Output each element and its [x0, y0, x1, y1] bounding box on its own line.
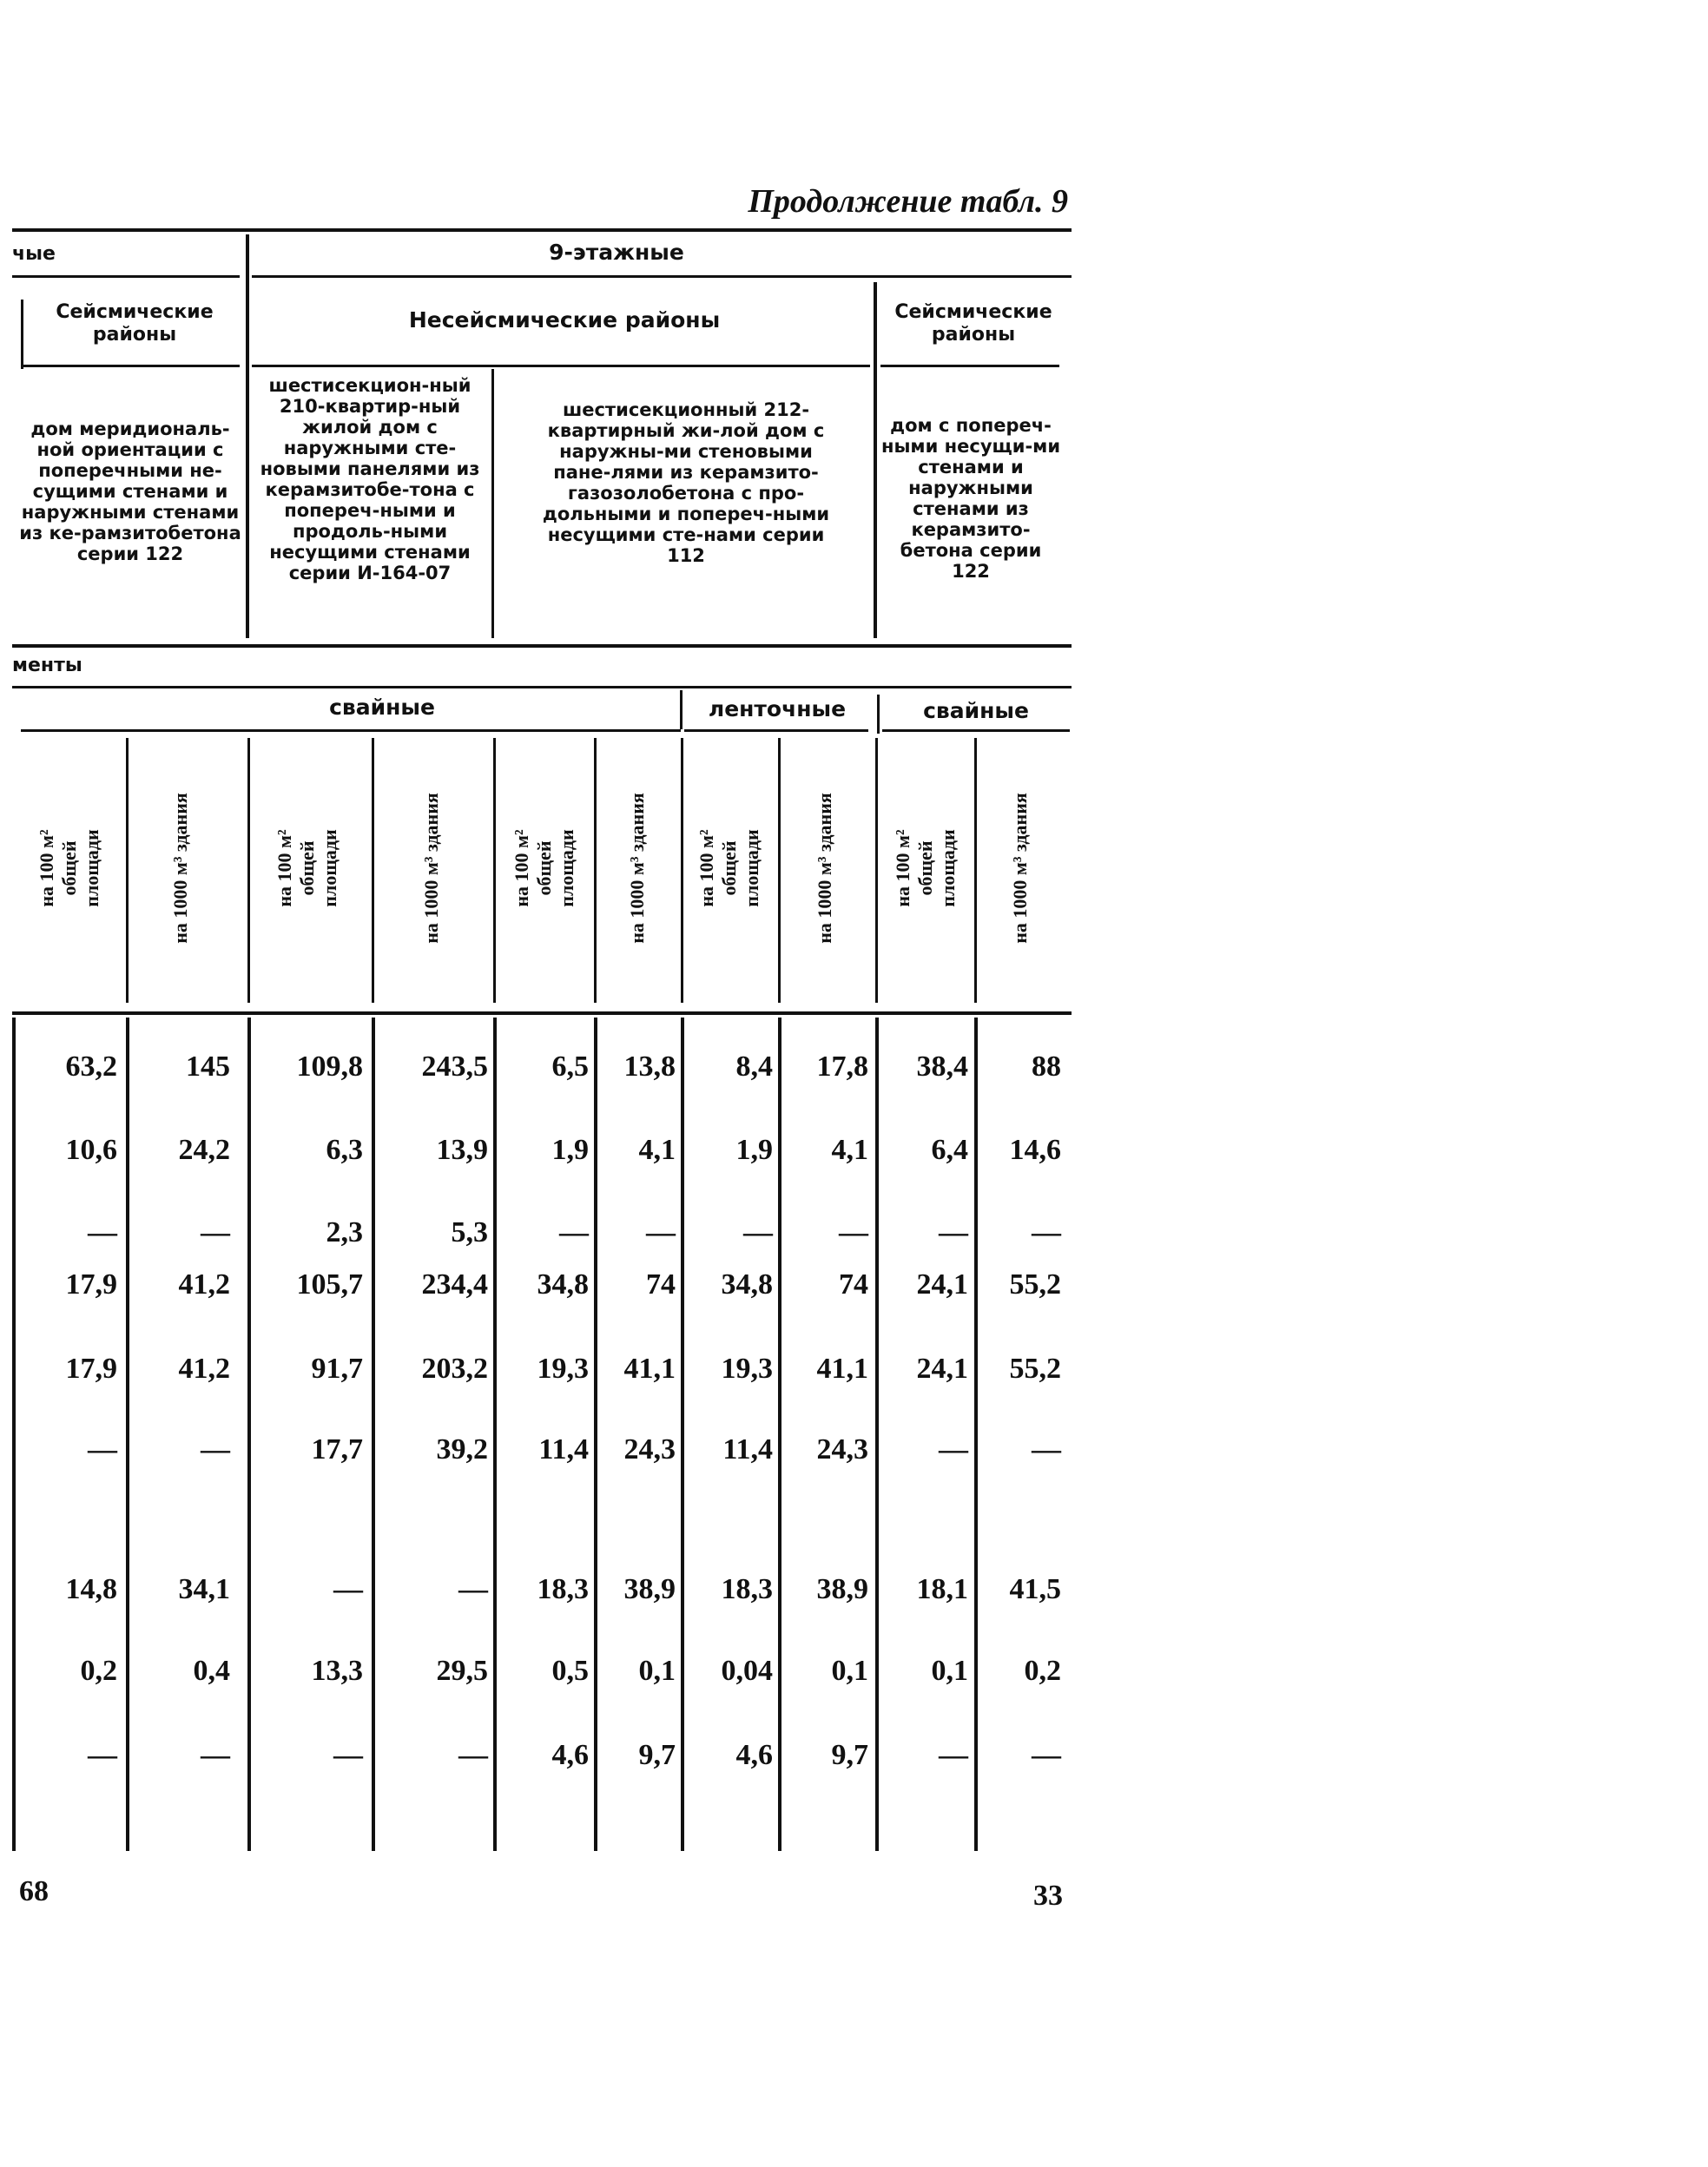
header-nine-storey: 9-этажные — [549, 240, 684, 265]
vrule-found-a — [680, 690, 683, 729]
table-cell: 38,9 — [623, 1573, 676, 1605]
table-cell: — — [88, 1739, 117, 1771]
table-cell: 41,2 — [178, 1268, 230, 1301]
table-cell: 14,8 — [65, 1573, 117, 1605]
table-cell: 4,6 — [551, 1739, 589, 1771]
table-cell: — — [839, 1216, 868, 1248]
unit-header-label: на 1000 м³ здания — [168, 793, 191, 944]
table-cell: 4,6 — [735, 1739, 773, 1771]
table-cell: 38,9 — [816, 1573, 868, 1605]
table-cell: 203,2 — [421, 1353, 488, 1385]
page-number-left: 68 — [19, 1875, 49, 1907]
table-cell: 41,5 — [1009, 1573, 1061, 1605]
table-cell: 17,7 — [311, 1433, 363, 1466]
table-cell: 74 — [839, 1268, 868, 1301]
table-cell: 24,3 — [623, 1433, 676, 1466]
table-cell: 34,8 — [721, 1268, 773, 1301]
header-strip: ленточные — [708, 696, 847, 721]
table-cell: — — [458, 1573, 488, 1605]
table-cell: 74 — [646, 1268, 676, 1301]
table-cell: 41,2 — [178, 1353, 230, 1385]
table-continuation-caption: Продолжение табл. 9 — [748, 183, 1068, 220]
table-cell: 0,1 — [931, 1655, 968, 1687]
table-cell: 17,9 — [65, 1353, 117, 1385]
table-cell: 11,4 — [722, 1433, 773, 1466]
desc-left: дом меридиональ-ной ориентации с поперечными не-сущими стенами и наружными стенами из ке-рамзитобетона серии 122 — [19, 418, 241, 564]
table-cell: 13,9 — [436, 1134, 488, 1166]
unit-column-rule — [372, 738, 374, 1003]
rule-under-desc — [12, 644, 1072, 648]
rule-under-piles2 — [882, 729, 1070, 732]
table-cell: 2,3 — [326, 1216, 363, 1248]
data-column-rule — [594, 1018, 597, 1851]
table-cell: 1,9 — [551, 1134, 589, 1166]
table-cell: 41,1 — [816, 1353, 868, 1385]
desc-right: дом с попереч-ными несущи-ми стенами и наружными стенами из керамзито-бетона серии 122 — [880, 415, 1061, 582]
header-piles-2: свайные — [923, 698, 1029, 723]
table-cell: 18,3 — [537, 1573, 589, 1605]
unit-header-label: на 1000 м³ здания — [1009, 793, 1031, 944]
table-cell: 39,2 — [436, 1433, 488, 1466]
vrule-found-b — [877, 695, 880, 734]
table-cell: 0,2 — [80, 1655, 117, 1687]
page-number-right: 33 — [1033, 1880, 1063, 1912]
rule-under-storey-left — [12, 275, 240, 278]
data-column-rule — [681, 1018, 684, 1851]
desc-210: шестисекцион-ный 210-квартир-ный жилой дом с наружными сте-новыми панелями из керамзитобе-тона с попереч-ными и продоль-ными несущими стенами серии И-164-07 — [260, 375, 480, 583]
table-cell: 24,3 — [816, 1433, 868, 1466]
data-column-rule — [126, 1018, 129, 1851]
vrule-header-b — [491, 369, 494, 638]
table-cell: 24,1 — [916, 1353, 968, 1385]
table-cell: 10,6 — [65, 1134, 117, 1166]
rule-under-storey — [252, 275, 1072, 278]
table-cell: — — [939, 1739, 968, 1771]
unit-column-rule — [247, 738, 250, 1003]
rule-under-strip — [684, 729, 868, 732]
table-cell: — — [88, 1216, 117, 1248]
unit-column-rule — [681, 738, 683, 1003]
table-cell: — — [559, 1216, 589, 1248]
table-cell: 6,4 — [931, 1134, 968, 1166]
table-cell: 6,3 — [326, 1134, 363, 1166]
rule-top — [12, 228, 1072, 232]
unit-header-label: на 100 м² общей площади — [510, 829, 577, 907]
unit-column-rule — [493, 738, 496, 1003]
header-left-fragment: чые — [12, 243, 56, 265]
vrule-header-a — [246, 234, 249, 638]
table-cell: — — [458, 1739, 488, 1771]
table-cell: 13,8 — [623, 1051, 676, 1083]
table-cell: — — [201, 1433, 230, 1466]
table-cell: 6,5 — [551, 1051, 589, 1083]
table-cell: 19,3 — [537, 1353, 589, 1385]
table-cell: 0,4 — [193, 1655, 230, 1687]
table-cell: 0,1 — [638, 1655, 676, 1687]
table-cell: 1,9 — [735, 1134, 773, 1166]
vrule-header-left — [21, 300, 23, 369]
unit-column-rule — [126, 738, 129, 1003]
table-cell: 38,4 — [916, 1051, 968, 1083]
table-cell: — — [1032, 1433, 1061, 1466]
table-cell: — — [939, 1216, 968, 1248]
rule-under-found — [12, 686, 1072, 688]
table-cell: 0,2 — [1024, 1655, 1061, 1687]
header-nonseismic: Несейсмические районы — [408, 307, 721, 333]
table-cell: — — [743, 1216, 773, 1248]
header-seismic-right: Сейсмические районы — [894, 301, 1052, 346]
table-cell: 105,7 — [296, 1268, 363, 1301]
table-cell: 34,8 — [537, 1268, 589, 1301]
table-cell: 109,8 — [296, 1051, 363, 1083]
data-column-rule — [974, 1018, 978, 1851]
table-cell: 11,4 — [538, 1433, 589, 1466]
table-cell: 18,1 — [916, 1573, 968, 1605]
table-cell: 4,1 — [831, 1134, 868, 1166]
table-cell: 8,4 — [735, 1051, 773, 1083]
table-cell: 0,04 — [721, 1655, 773, 1687]
table-cell: 55,2 — [1009, 1268, 1061, 1301]
desc-212: шестисекционный 212-квартирный жи-лой дом с наружны-ми стеновыми пане-лями из керамзито-газозолобетона с про-дольными и попереч-ными несущими сте-нами серии 112 — [542, 399, 830, 566]
data-column-rule — [875, 1018, 879, 1851]
data-column-rule — [493, 1018, 497, 1851]
table-cell: 17,8 — [816, 1051, 868, 1083]
table-cell: — — [333, 1739, 363, 1771]
rule-under-piles1 — [21, 729, 681, 732]
left-edge-rule — [12, 1018, 16, 1851]
table-cell: — — [201, 1216, 230, 1248]
table-cell: — — [333, 1573, 363, 1605]
table-cell: — — [1032, 1739, 1061, 1771]
unit-column-rule — [594, 738, 597, 1003]
unit-header-label: на 100 м² общей площади — [696, 829, 762, 907]
vrule-header-c — [874, 282, 877, 638]
table-cell: 5,3 — [451, 1216, 488, 1248]
table-cell: 55,2 — [1009, 1353, 1061, 1385]
table-cell: 145 — [186, 1051, 230, 1083]
rule-under-region-right — [880, 365, 1059, 367]
table-cell: — — [646, 1216, 676, 1248]
table-cell: 91,7 — [311, 1353, 363, 1385]
unit-column-rule — [778, 738, 781, 1003]
table-cell: 14,6 — [1009, 1134, 1061, 1166]
table-cell: 0,5 — [551, 1655, 589, 1687]
unit-column-rule — [875, 738, 878, 1003]
table-cell: — — [1032, 1216, 1061, 1248]
table-cell: 63,2 — [65, 1051, 117, 1083]
table-cell: 34,1 — [178, 1573, 230, 1605]
unit-header-label: на 1000 м³ здания — [420, 793, 442, 944]
table-cell: 18,3 — [721, 1573, 773, 1605]
rule-under-region-mid — [252, 365, 870, 367]
header-foundation-fragment: менты — [12, 655, 82, 676]
table-cell: 19,3 — [721, 1353, 773, 1385]
table-cell: 17,9 — [65, 1268, 117, 1301]
unit-header-label: на 100 м² общей площади — [274, 829, 340, 907]
table-cell: — — [939, 1433, 968, 1466]
header-seismic-left: Сейсмические районы — [56, 301, 214, 346]
table-cell: 24,1 — [916, 1268, 968, 1301]
table-cell: 234,4 — [421, 1268, 488, 1301]
table-cell: — — [88, 1433, 117, 1466]
unit-header-label: на 100 м² общей площади — [35, 829, 102, 907]
unit-column-rule — [974, 738, 977, 1003]
header-piles-1: свайные — [329, 695, 435, 720]
table-cell: 243,5 — [421, 1051, 488, 1083]
table-cell: 41,1 — [623, 1353, 676, 1385]
table-cell: 9,7 — [638, 1739, 676, 1771]
table-cell: 24,2 — [178, 1134, 230, 1166]
unit-header-label: на 1000 м³ здания — [814, 793, 835, 944]
table-cell: 0,1 — [831, 1655, 868, 1687]
unit-header-label: на 100 м² общей площади — [891, 829, 959, 907]
table-cell: 13,3 — [311, 1655, 363, 1687]
rule-under-region-left — [21, 365, 240, 367]
table-cell: 29,5 — [436, 1655, 488, 1687]
data-column-rule — [247, 1018, 251, 1851]
rule-under-units — [12, 1011, 1072, 1015]
table-cell: 88 — [1032, 1051, 1061, 1083]
unit-header-label: на 1000 м³ здания — [626, 793, 648, 944]
table-cell: 4,1 — [638, 1134, 676, 1166]
table-cell: 9,7 — [831, 1739, 868, 1771]
table-cell: — — [201, 1739, 230, 1771]
